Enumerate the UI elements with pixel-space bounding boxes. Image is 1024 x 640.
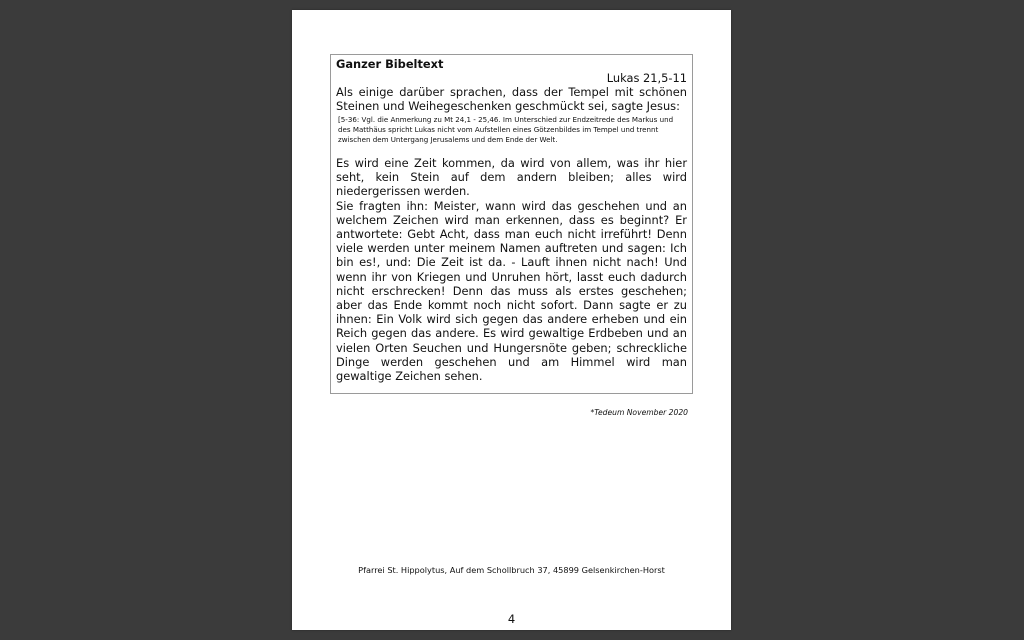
- paragraph-2: Sie fragten ihn: Meister, wann wird das geschehen und an welchem Zeichen wird man erkennen, dass es beginnt? Er antwortete: Gebt Acht, dass man euch nicht irreführt! Denn viele werden unter meinem Namen auftreten und sagen: Ich bin es!, und: Die Zeit ist da. - Lauft ihnen nicht nach! Und wenn ihr von Kriegen und Unruhen hört, lasst euch dadurch nicht erschrecken! Denn das muss als erstes geschehen; aber das Ende kommt noch nicht sofort. Dann sagte er zu ihnen: Ein Volk wird sich gegen das andere erheben und ein Reich gegen das andere. Es wird gewaltige Erdbeben und an vielen Orten Seuchen und Hungersnöte geben; schreckliche Dinge werden geschehen und am Himmel wird man gewaltige Zeichen sehen.: [336, 198, 687, 384]
- paragraph-1: Es wird eine Zeit kommen, da wird von allem, was ihr hier seht, kein Stein auf dem andern bleiben; alles wird niedergerissen werden.: [336, 156, 687, 199]
- bible-text-box: [330, 54, 693, 394]
- box-title: Ganzer Bibeltext: [336, 57, 444, 71]
- footnote-text: [5-36: Vgl. die Anmerkung zu Mt 24,1 - 25,46. Im Unterschied zur Endzeitrede des Markus und des Matthäus spricht Lukas nicht vom Aufstellen eines Götzenbildes im Tempel und trennt zwischen dem Untergang Jerusalems und dem Ende der Welt.: [338, 115, 674, 144]
- source-credit: *Tedeum November 2020: [590, 408, 688, 417]
- intro-text: Als einige darüber sprachen, dass der Tempel mit schönen Steinen und Weihegeschenken geschmückt sei, sagte Jesus:: [336, 85, 687, 113]
- bible-reference: Lukas 21,5-11: [606, 71, 687, 85]
- document-page: [292, 10, 731, 630]
- parish-address: Pfarrei St. Hippolytus, Auf dem Schollbruch 37, 45899 Gelsenkirchen-Horst: [358, 565, 665, 575]
- page-number: 4: [507, 612, 516, 626]
